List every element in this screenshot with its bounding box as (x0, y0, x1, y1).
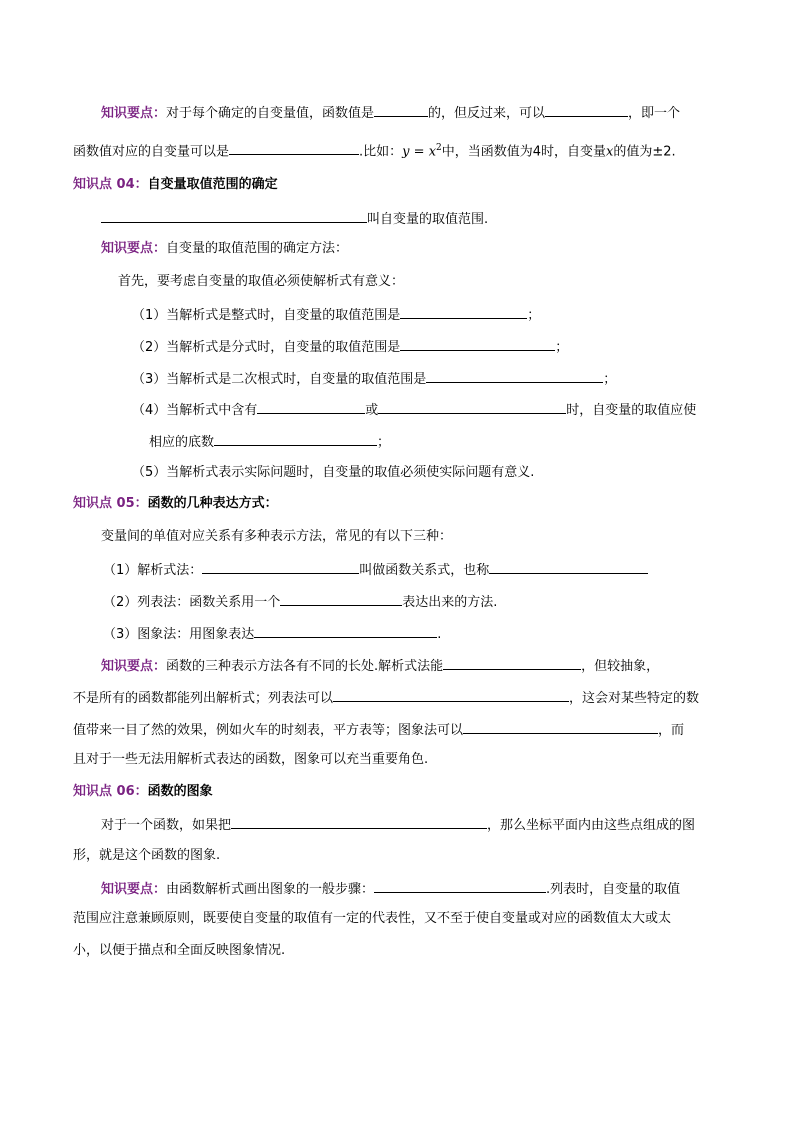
text: 的值为±2. (613, 144, 676, 160)
answer-blank[interactable] (101, 209, 367, 223)
text: （1）当解析式是整式时，自变量的取值范围是 (132, 308, 401, 323)
answer-blank[interactable] (229, 141, 359, 155)
text: 函数的三种表示方法各有不同的长处.解析式法能 (166, 659, 444, 674)
text: （3）当解析式是二次根式时，自变量的取值范围是 (132, 372, 427, 387)
text: 表达出来的方法. (402, 595, 498, 610)
s05-kp-line1 (101, 656, 659, 676)
text: ，即一个 (628, 106, 681, 121)
section-title: 函数的几种表达方式： (147, 496, 278, 511)
text: 相应的底数 (149, 435, 215, 450)
section-heading-04 (73, 176, 278, 194)
text: 形，就是这个函数的图象. (73, 848, 221, 863)
kp1-line1 (101, 103, 680, 123)
answer-blank[interactable] (545, 103, 628, 117)
answer-blank[interactable] (463, 720, 658, 734)
text: 中，当函数值为4时，自变量 (441, 144, 607, 160)
math-x: x (428, 144, 437, 160)
text: 由函数解析式画出图象的一般步骤： (166, 882, 375, 897)
math-sup: 2 (436, 143, 442, 153)
text: 值带来一目了然的效果，例如火车的时刻表，平方表等；图象法可以 (73, 723, 464, 738)
text: ； (555, 340, 569, 355)
text: 且对于一些无法用解析式表达的函数，图象可以充当重要角色. (73, 752, 429, 767)
answer-blank[interactable] (202, 560, 359, 574)
section-label: 知识点 06： (73, 784, 148, 799)
text: 不是所有的函数都能列出解析式；列表法可以 (73, 691, 334, 706)
text: . (437, 627, 442, 642)
text: ； (527, 308, 541, 323)
text: ； (377, 435, 391, 450)
s05-kp-line2 (73, 688, 699, 708)
item-5 (132, 464, 534, 482)
kp1-line2 (73, 139, 676, 161)
answer-blank[interactable] (231, 815, 487, 829)
kp-label: 知识要点： (101, 241, 167, 256)
section-title: 函数的图象 (147, 784, 213, 799)
answer-blank[interactable] (489, 560, 648, 574)
item-1 (132, 305, 540, 325)
text: 变量间的单值对应关系有多种表示方法，常见的有以下三种： (101, 529, 453, 544)
answer-blank[interactable] (254, 624, 437, 638)
text: 叫做函数关系式，也称 (359, 563, 490, 578)
answer-blank[interactable] (443, 656, 581, 670)
item-4-cont (149, 432, 390, 452)
text: （3）图象法：用图象表达 (103, 627, 255, 642)
text: （2）当解析式是分式时，自变量的取值范围是 (132, 340, 401, 355)
s05-intro (101, 528, 452, 546)
text: 对于每个确定的自变量值，函数值是 (166, 106, 375, 121)
text: （5）当解析式表示实际问题时，自变量的取值必须使实际问题有意义. (132, 465, 535, 480)
text: 首先，要考虑自变量的取值必须使解析式有意义： (118, 274, 405, 289)
text: ，但较抽象， (581, 659, 660, 674)
s04-line1 (101, 209, 488, 229)
answer-blank[interactable] (374, 103, 428, 117)
math-y: y (402, 144, 410, 160)
text: 时，自变量的取值应使 (566, 403, 697, 418)
text: 函数值对应的自变量可以是 (73, 144, 230, 160)
s06-line2 (73, 847, 220, 865)
section-label: 知识点 04： (73, 177, 148, 192)
answer-blank[interactable] (280, 592, 402, 606)
text: ，而 (658, 723, 685, 738)
text: 的，但反过来，可以 (428, 106, 546, 121)
text: 对于一个函数，如果把 (101, 818, 232, 833)
text: 范围应注意兼顾原则，既要使自变量的取值有一定的代表性，又不至于使自变量或对应的函数值太大或太 (73, 911, 672, 926)
answer-blank[interactable] (378, 400, 566, 414)
s04-kp (101, 240, 348, 258)
text: ； (603, 372, 617, 387)
text: （2）列表法：函数关系用一个 (103, 595, 281, 610)
answer-blank[interactable] (214, 432, 377, 446)
kp-label: 知识要点： (101, 659, 167, 674)
answer-blank[interactable] (374, 879, 546, 893)
section-heading-05 (73, 495, 278, 513)
item-4 (132, 400, 696, 420)
kp-label: 知识要点： (101, 106, 167, 121)
kp-label: 知识要点： (101, 882, 167, 897)
text: （4）当解析式中含有 (132, 403, 258, 418)
s05-kp-line4 (73, 751, 428, 769)
section-title: 自变量取值范围的确定 (147, 177, 278, 192)
text: 或 (365, 403, 379, 418)
s06-kp-line3 (73, 942, 285, 960)
text: ，那么坐标平面内由这些点组成的图 (487, 818, 696, 833)
math-x: x (606, 144, 614, 160)
section-heading-06 (73, 783, 213, 801)
text: 叫自变量的取值范围. (367, 212, 489, 227)
answer-blank[interactable] (426, 369, 603, 383)
s06-line1 (101, 815, 695, 835)
math-eq: = (409, 144, 429, 160)
text: .列表时，自变量的取值 (546, 882, 681, 897)
text: （1）解析式法： (103, 563, 203, 578)
section-label: 知识点 05： (73, 496, 148, 511)
method-2 (103, 592, 497, 612)
s04-first (118, 273, 404, 291)
text: .比如： (359, 144, 403, 160)
item-3 (132, 369, 616, 389)
answer-blank[interactable] (333, 688, 569, 702)
method-1 (103, 560, 648, 580)
answer-blank[interactable] (400, 337, 555, 351)
s06-kp-line1 (101, 879, 680, 899)
text: ，这会对某些特定的数 (569, 691, 700, 706)
text: 自变量的取值范围的确定方法： (166, 241, 349, 256)
s06-kp-line2 (73, 910, 671, 928)
item-2 (132, 337, 568, 357)
answer-blank[interactable] (257, 400, 365, 414)
s05-kp-line3 (73, 720, 684, 740)
text: 小，以便于描点和全面反映图象情况. (73, 943, 286, 958)
method-3 (103, 624, 441, 644)
answer-blank[interactable] (400, 305, 527, 319)
